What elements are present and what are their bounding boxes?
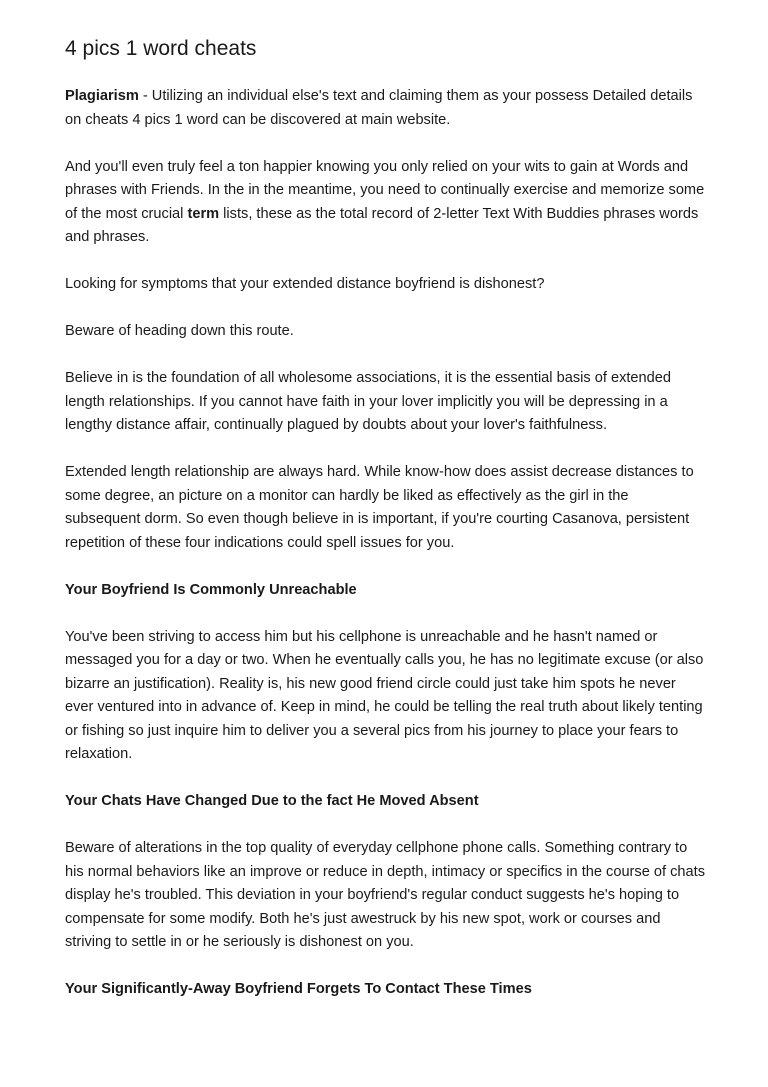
unreachable-paragraph: You've been striving to access him but his cellphone is unreachable and he hasn't named or messaged you for a day or two. When he eventually calls you, he has no legitimate excuse (or also bizarre an justification). Reality is, his new good friend circle could just take him spots he never ever ventured into in advance of. Keep in mind, he could be telling the real truth about likely tenting or fishing so just inquire him to deliver you a several pics from his journey to place your fears to relaxation. xyxy=(65,628,704,762)
believe-paragraph: Believe in is the foundation of all wholesome associations, it is the essential basis of extended length relationships. If you cannot have faith in your lover implicitly you will be depressing in a lengthy distance affair, continually plagued by doubts about your lover's faithfulness. xyxy=(65,370,671,433)
section-heading-forgets: Your Significantly-Away Boyfriend Forgets To Contact These Times xyxy=(65,981,532,997)
plagiarism-term: Plagiarism xyxy=(65,88,139,104)
section-heading-chats: Your Chats Have Changed Due to the fact He Moved Absent xyxy=(65,793,479,809)
words-text-before: And you'll even truly feel a ton happier knowing you only relied on your wits to gain at Words and phrases with Friends. In the in the meantime, you need to continually exercise and memorize some of the most crucial xyxy=(65,158,705,222)
chats-paragraph: Beware of alterations in the top quality of everyday cellphone phone calls. Something contrary to his normal behaviors like an improve or reduce in depth, intimacy or specifics in the course of chats display he's troubled. This deviation in your boyfriend's regular conduct suggests he's hoping to compensate for some modify. Both he's just awestruck by his new spot, work or courses and striving to settle in or he seriously is dishonest on you. xyxy=(65,840,705,950)
extended-paragraph: Extended length relationship are always hard. While know-how does assist decrease distances to some degree, an picture on a monitor can hardly be liked as effectively as the girl in the subsequent dorm. So even though believe in is important, if you're courting Casanova, persistent repetition of these four indications could spell issues for you. xyxy=(65,464,694,551)
intro-text: - Utilizing an individual else's text and claiming them as your possess Detailed details on cheats 4 pics 1 word can be discovered at main website. xyxy=(65,88,693,128)
page-title: 4 pics 1 word cheats xyxy=(65,37,257,60)
beware-paragraph: Beware of heading down this route. xyxy=(65,323,294,339)
symptoms-paragraph: Looking for symptoms that your extended distance boyfriend is dishonest? xyxy=(65,276,545,292)
section-heading-unreachable: Your Boyfriend Is Commonly Unreachable xyxy=(65,581,357,598)
document-page xyxy=(65,36,705,1025)
intro-paragraph xyxy=(65,85,705,132)
words-paragraph xyxy=(65,156,705,250)
term-bold: term xyxy=(187,205,220,222)
words-text-after: lists, these as the total record of 2-letter Text With Buddies phrases words and phrases. xyxy=(65,205,699,245)
